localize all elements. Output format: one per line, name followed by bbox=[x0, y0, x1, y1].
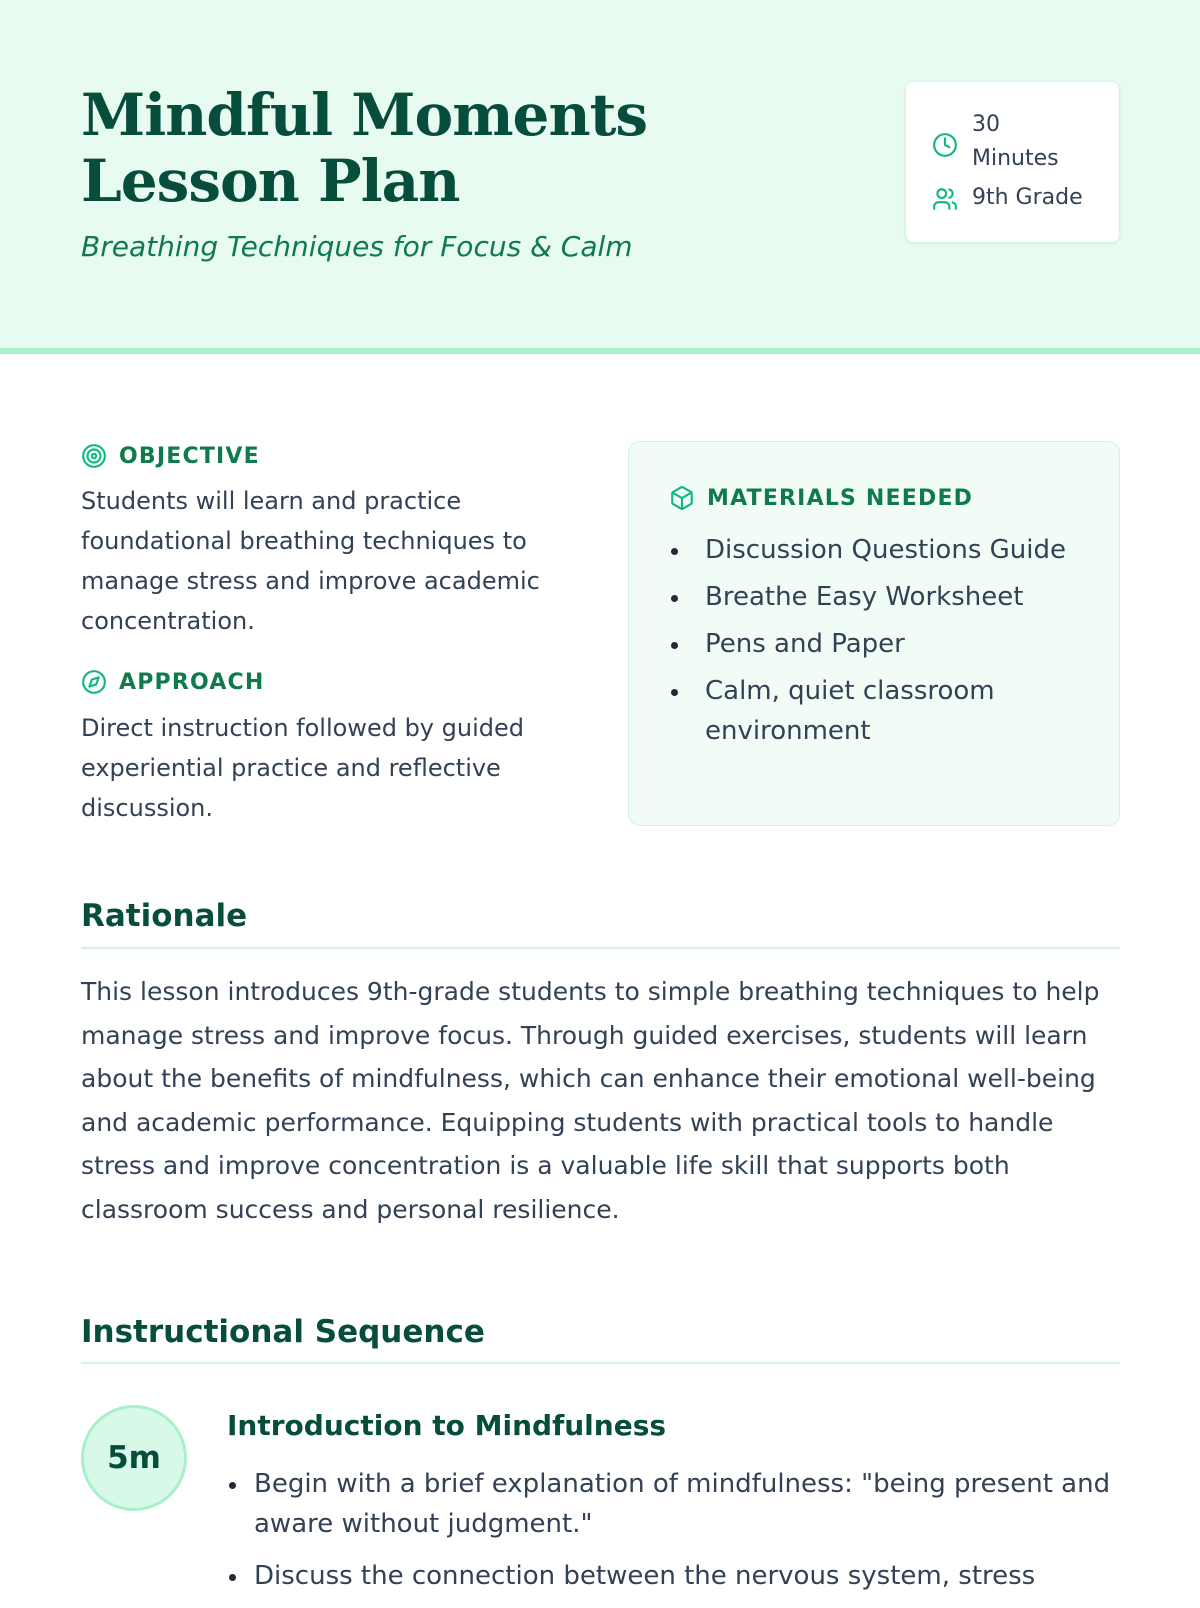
objective-label bbox=[81, 443, 260, 469]
materials-label bbox=[669, 485, 973, 511]
lesson-meta-card bbox=[905, 81, 1120, 243]
grade-text: 9th Grade bbox=[972, 185, 1083, 210]
users-icon bbox=[932, 186, 958, 212]
package-icon bbox=[669, 485, 695, 511]
step-title: Introduction to Mindfulness bbox=[227, 1409, 667, 1442]
sequence-divider bbox=[81, 1362, 1120, 1364]
rationale-text: This lesson introduces 9th-grade students to simple breathing techniques to help manage stress and improve focus. Through guided exercises, students will learn about the benefits of mindfulness, which can enhance their emotional well-being and academic performance. Equipping students with practical tools to handle stress and improve concentration is a valuable life skill that supports both classroom success and personal resilience. bbox=[81, 977, 1100, 1224]
target-icon bbox=[81, 443, 107, 469]
objective-text: Students will learn and practice foundational breathing techniques to manage stress and improve academic concentration. bbox=[81, 487, 540, 635]
approach-text: Direct instruction followed by guided experiential practice and reflective discussion. bbox=[81, 714, 524, 822]
objective-label-text: OBJECTIVE bbox=[119, 443, 260, 469]
materials-card bbox=[628, 441, 1120, 826]
step-bullet: Begin with a brief explanation of mindfulness: "being present and aware without judgment." bbox=[227, 1464, 1127, 1544]
sequence-heading: Instructional Sequence bbox=[81, 1314, 485, 1350]
materials-item: Pens and Paper bbox=[669, 624, 1089, 664]
page-title: Mindful Moments Lesson Plan bbox=[81, 81, 648, 215]
materials-label-text: MATERIALS NEEDED bbox=[707, 485, 974, 511]
materials-item: Discussion Questions Guide bbox=[669, 530, 1089, 570]
approach-label bbox=[81, 669, 265, 695]
step-bullet: Discuss the connection between the nervous system, stress bbox=[227, 1556, 1127, 1596]
lesson-header bbox=[0, 0, 1200, 354]
grade-row bbox=[932, 181, 1083, 215]
duration-row bbox=[932, 108, 1082, 176]
clock-icon bbox=[932, 132, 958, 158]
page-subtitle: Breathing Techniques for Focus & Calm bbox=[81, 230, 633, 263]
materials-item: Breathe Easy Worksheet bbox=[669, 577, 1089, 617]
materials-item: Calm, quiet classroom environment bbox=[669, 671, 1089, 751]
compass-icon bbox=[81, 669, 107, 695]
duration-text: 30 Minutes bbox=[972, 112, 1059, 171]
step-time-badge: 5m bbox=[81, 1405, 187, 1511]
rationale-divider bbox=[81, 947, 1120, 949]
rationale-heading: Rationale bbox=[81, 898, 248, 934]
approach-label-text: APPROACH bbox=[119, 669, 265, 695]
step-bullets bbox=[227, 1464, 1127, 1608]
materials-list bbox=[669, 530, 1089, 758]
